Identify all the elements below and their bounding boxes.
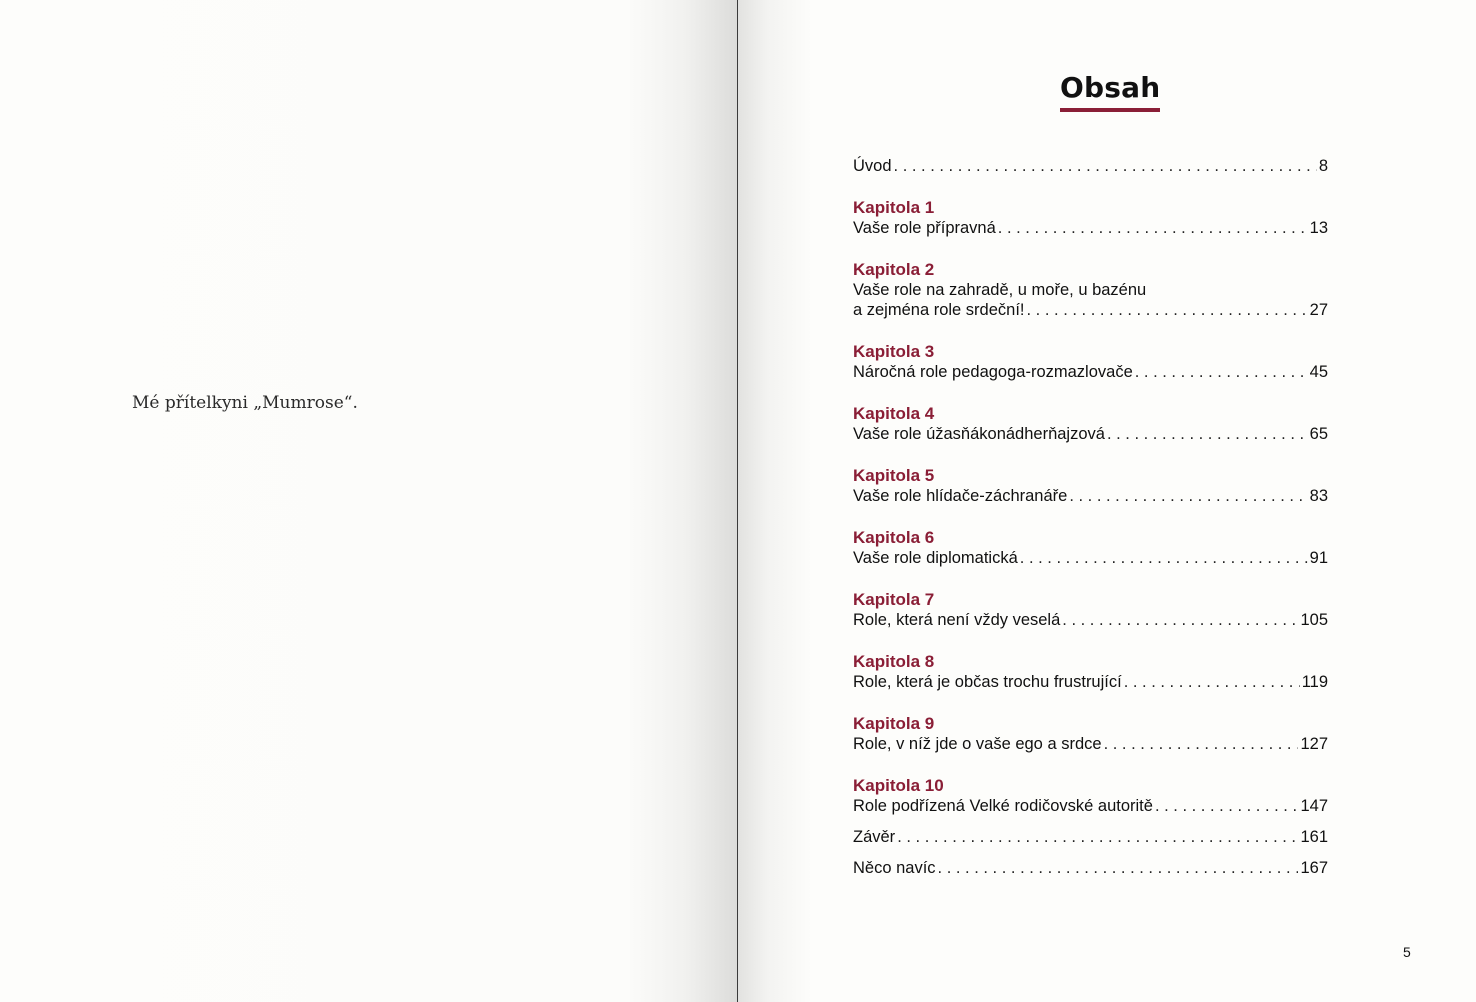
dot-leader	[1020, 547, 1308, 569]
dot-leader	[1135, 361, 1308, 383]
dot-leader	[897, 826, 1298, 848]
dot-leader	[1104, 733, 1299, 755]
toc-entry[interactable]	[853, 826, 1328, 848]
chapter-heading: Kapitola 9	[853, 714, 935, 733]
dot-leader	[894, 155, 1317, 177]
toc-entry-page: 8	[1318, 157, 1328, 175]
toc-entry-title: Vaše role přípravná	[853, 219, 996, 237]
toc-entry-title: Vaše role diplomatická	[853, 549, 1018, 567]
toc-entry[interactable]	[853, 733, 1328, 755]
toc-entry-page: 147	[1300, 797, 1328, 815]
toc-entry-title: Něco navíc	[853, 859, 936, 877]
toc-entry[interactable]	[853, 485, 1328, 507]
dot-leader	[1069, 485, 1307, 507]
toc-entry-title: Úvod	[853, 157, 892, 175]
chapter-heading: Kapitola 1	[853, 198, 935, 217]
chapter-heading: Kapitola 4	[853, 404, 935, 423]
toc-entry[interactable]	[853, 795, 1328, 817]
dot-leader	[1155, 795, 1299, 817]
dot-leader	[1107, 423, 1308, 445]
chapter-heading: Kapitola 6	[853, 528, 935, 547]
toc-entry-title: a zejména role srdeční!	[853, 301, 1025, 319]
toc-entry-title: Závěr	[853, 828, 896, 846]
dot-leader	[1027, 299, 1308, 321]
dedication-text: Mé přítelkyni „Mumrose“.	[132, 393, 358, 413]
toc-entry-page: 105	[1300, 611, 1328, 629]
toc-entry-page: 91	[1309, 549, 1328, 567]
left-page	[0, 0, 737, 1002]
dot-leader	[938, 857, 1299, 879]
toc-entry-title: Vaše role úžasňákonádherňajzová	[853, 425, 1105, 443]
toc-entry-page: 65	[1309, 425, 1328, 443]
toc-entry[interactable]	[853, 299, 1328, 321]
toc-entry[interactable]	[853, 217, 1328, 239]
chapter-heading: Kapitola 7	[853, 590, 935, 609]
toc-entry-title: Role, v níž jde o vaše ego a srdce	[853, 735, 1102, 753]
toc-entry-page: 167	[1300, 859, 1328, 877]
toc-entry-page: 13	[1309, 219, 1328, 237]
toc-title: Obsah	[1060, 70, 1160, 112]
toc-entry[interactable]	[853, 361, 1328, 383]
toc-entry[interactable]	[853, 155, 1328, 177]
toc-entry[interactable]	[853, 671, 1328, 693]
dot-leader	[1124, 671, 1300, 693]
chapter-heading: Kapitola 2	[853, 260, 935, 279]
toc-entry-title: Vaše role hlídače-záchranáře	[853, 487, 1068, 505]
chapter-heading: Kapitola 10	[853, 776, 944, 795]
toc-entry-page: 83	[1309, 487, 1328, 505]
chapter-heading: Kapitola 3	[853, 342, 935, 361]
toc-entry-title: Role podřízená Velké rodičovské autoritě	[853, 797, 1153, 815]
toc-entry[interactable]	[853, 423, 1328, 445]
chapter-heading: Kapitola 8	[853, 652, 935, 671]
chapter-heading: Kapitola 5	[853, 466, 935, 485]
toc-entry-title: Role, která je občas trochu frustrující	[853, 673, 1122, 691]
toc-entry-page: 45	[1309, 363, 1328, 381]
toc-entry-page: 161	[1300, 828, 1328, 846]
toc-entry-page: 27	[1309, 301, 1328, 319]
toc-entry-title-line: Vaše role na zahradě, u moře, u bazénu	[853, 281, 1147, 299]
toc-entry-title: Role, která není vždy veselá	[853, 611, 1061, 629]
toc-entry-title: Náročná role pedagoga-rozmazlovače	[853, 363, 1133, 381]
page-number: 5	[1403, 944, 1411, 960]
dot-leader	[1062, 609, 1298, 631]
toc-entry[interactable]	[853, 609, 1328, 631]
toc-entry-page: 127	[1300, 735, 1328, 753]
dot-leader	[998, 217, 1308, 239]
toc-entry[interactable]	[853, 857, 1328, 879]
toc-entry-page: 119	[1301, 673, 1328, 691]
toc-entry[interactable]	[853, 547, 1328, 569]
